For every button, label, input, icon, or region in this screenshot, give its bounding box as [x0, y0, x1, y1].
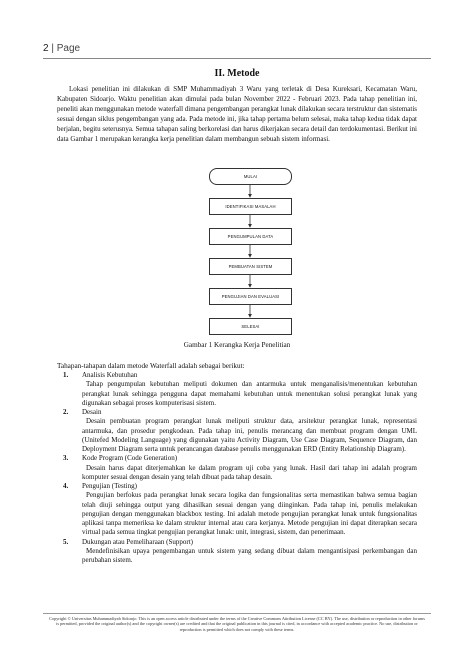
item-number: 5.: [63, 537, 69, 546]
steps-intro: Tahapan-tahapan dalam metode Waterfall adalah sebagai berikut:: [57, 362, 245, 370]
list-item: [57, 482, 417, 538]
flow-step-pembuatan: PEMBUATAN SISTEM: [209, 258, 292, 275]
item-text: Mendefinisikan upaya pengembangan untuk sistem yang sedang dibuat dalam mengantisipasi perkembangan dan perubahan sistem.: [82, 546, 417, 564]
item-text: Desain pembuatan program perangkat lunak meliputi struktur data, arsitektur perangkat lunak, representasi antarmuka, dan prosedur pengkodean. Pada tahap ini, penulis merancang dan membuat program dengan UML (Unitefed Modeling Language) yang digunakan yaitu Activity Diagram, Use Case Diagram, Sequence Diagram, dan Deployment Diagram serta untuk perancangan database penulis menggunakan ERD (Entity Relationship Diagram).: [82, 417, 417, 453]
header-separator: |: [48, 43, 57, 54]
figure-caption: Gambar 1 Kerangka Kerja Penelitian: [183, 341, 291, 349]
flow-start: MULAI: [209, 168, 292, 185]
item-text: Desain harus dapat diterjemahkan ke dalam program uji coba yang lunak. Hasil dari tahap ini adalah program komputer sesuai dengan desain yang telah dibuat pada tahap desain.: [82, 463, 417, 481]
item-heading: Kode Program (Code Generation): [82, 454, 178, 463]
list-item: [57, 538, 417, 566]
item-number: 2.: [63, 408, 69, 416]
item-text: Tahap pengumpulan kebutuhan meliputi dokumen dan antarmuka untuk menganalisis/menentukan kebutuhan perangkat lunak sehingga pengguna dapat memahami kebutuhan untuk menentukan solusi perangkat lunak yang digunakan sebagai proses komputerisasi sistem.: [82, 380, 417, 407]
section-title: II. Metode: [214, 68, 260, 79]
flow-step-identifikasi: IDENTIFIKASI MASALAH: [209, 198, 292, 215]
item-heading: Pengujian (Testing): [82, 482, 137, 490]
item-number: 1.: [63, 371, 69, 379]
flow-end: SELESAI: [209, 318, 292, 335]
intro-paragraph: Lokasi penelitian ini dilakukan di SMP Muhammadiyah 3 Waru yang terletak di Desa Kureksari, Kecamatan Waru, Kabupaten Sidoarjo. Waktu penelitian akan dimulai pada bulan November 2022 - Februari 2023. Pada tahap penelitian ini, peneliti akan menggunakan metode waterfall dimana pengembangan perangkat lunak dilakukan secara terstruktur dan sistematis sesuai dengan siklus pengembangan yang ada. Pada metode ini, jika tahap pertama belum selesai, maka tahap kedua tidak dapat berjalan, begitu seterusnya. Semua tahapan saling berkorelasi dan harus dikerjakan secara detail dan terdokumentasi. Berikut ini data Gambar 1 merupakan kerangka kerja penelitian dalam membangun sebuah sistem informasi.: [57, 85, 417, 143]
item-number: 4.: [63, 482, 69, 490]
steps-list: [57, 371, 417, 565]
item-number: 3.: [63, 454, 69, 463]
list-item: [57, 371, 417, 408]
list-item: [57, 454, 417, 482]
page-header: [43, 43, 80, 54]
header-rule: [43, 58, 431, 59]
list-item: [57, 408, 417, 454]
copyright-footer: Copyright © Universitas Muhammadiyah Sidoarjo. This is an open access article distributed under the terms of the Creative Commons Attribution License (CC BY). The use, distribution or reproduction in other forums is permitted, provided the original author(s) and the copyright owner(s) are credited and that the original publication in this journal is cited, in accordance with accepted academic practice. No use, distribution or reproduction is permitted which does not comply with these terms.: [49, 616, 425, 632]
page-word: Page: [56, 43, 81, 54]
flow-step-pengumpulan: PENGUMPULAN DATA: [209, 228, 292, 245]
page-number: 2: [43, 43, 49, 54]
item-text: Pengujian berfokus pada perangkat lunak secara logika dan fungsionalitas serta memastikan bahwa semua bagian telah diuji sehingga output yang dihasilkan sesuai dengan yang diinginkan. Pada tahap ini, penulis melakukan pengujian dengan menggunakan blackbox testing. Ini adalah metode pengujian perangkat lunak untuk fungsionalitas aplikasi tanpa memeriksa ke dalam struktur internal atau cara kerjanya. Metode pengujian ini dapat diterapkan secara virtual pada semua tingkat pengujian perangkat lunak: unit, integrasi, sistem, dan penerimaan.: [82, 491, 417, 537]
flow-step-pengujian: PENGUJIAN DAN EVALUASI: [209, 288, 292, 305]
item-heading: Analisis Kebutuhan: [82, 371, 138, 379]
item-heading: Desain: [82, 408, 102, 416]
item-heading: Dukungan atau Pemeliharaan (Support): [82, 537, 193, 546]
footer-rule: [43, 613, 431, 614]
